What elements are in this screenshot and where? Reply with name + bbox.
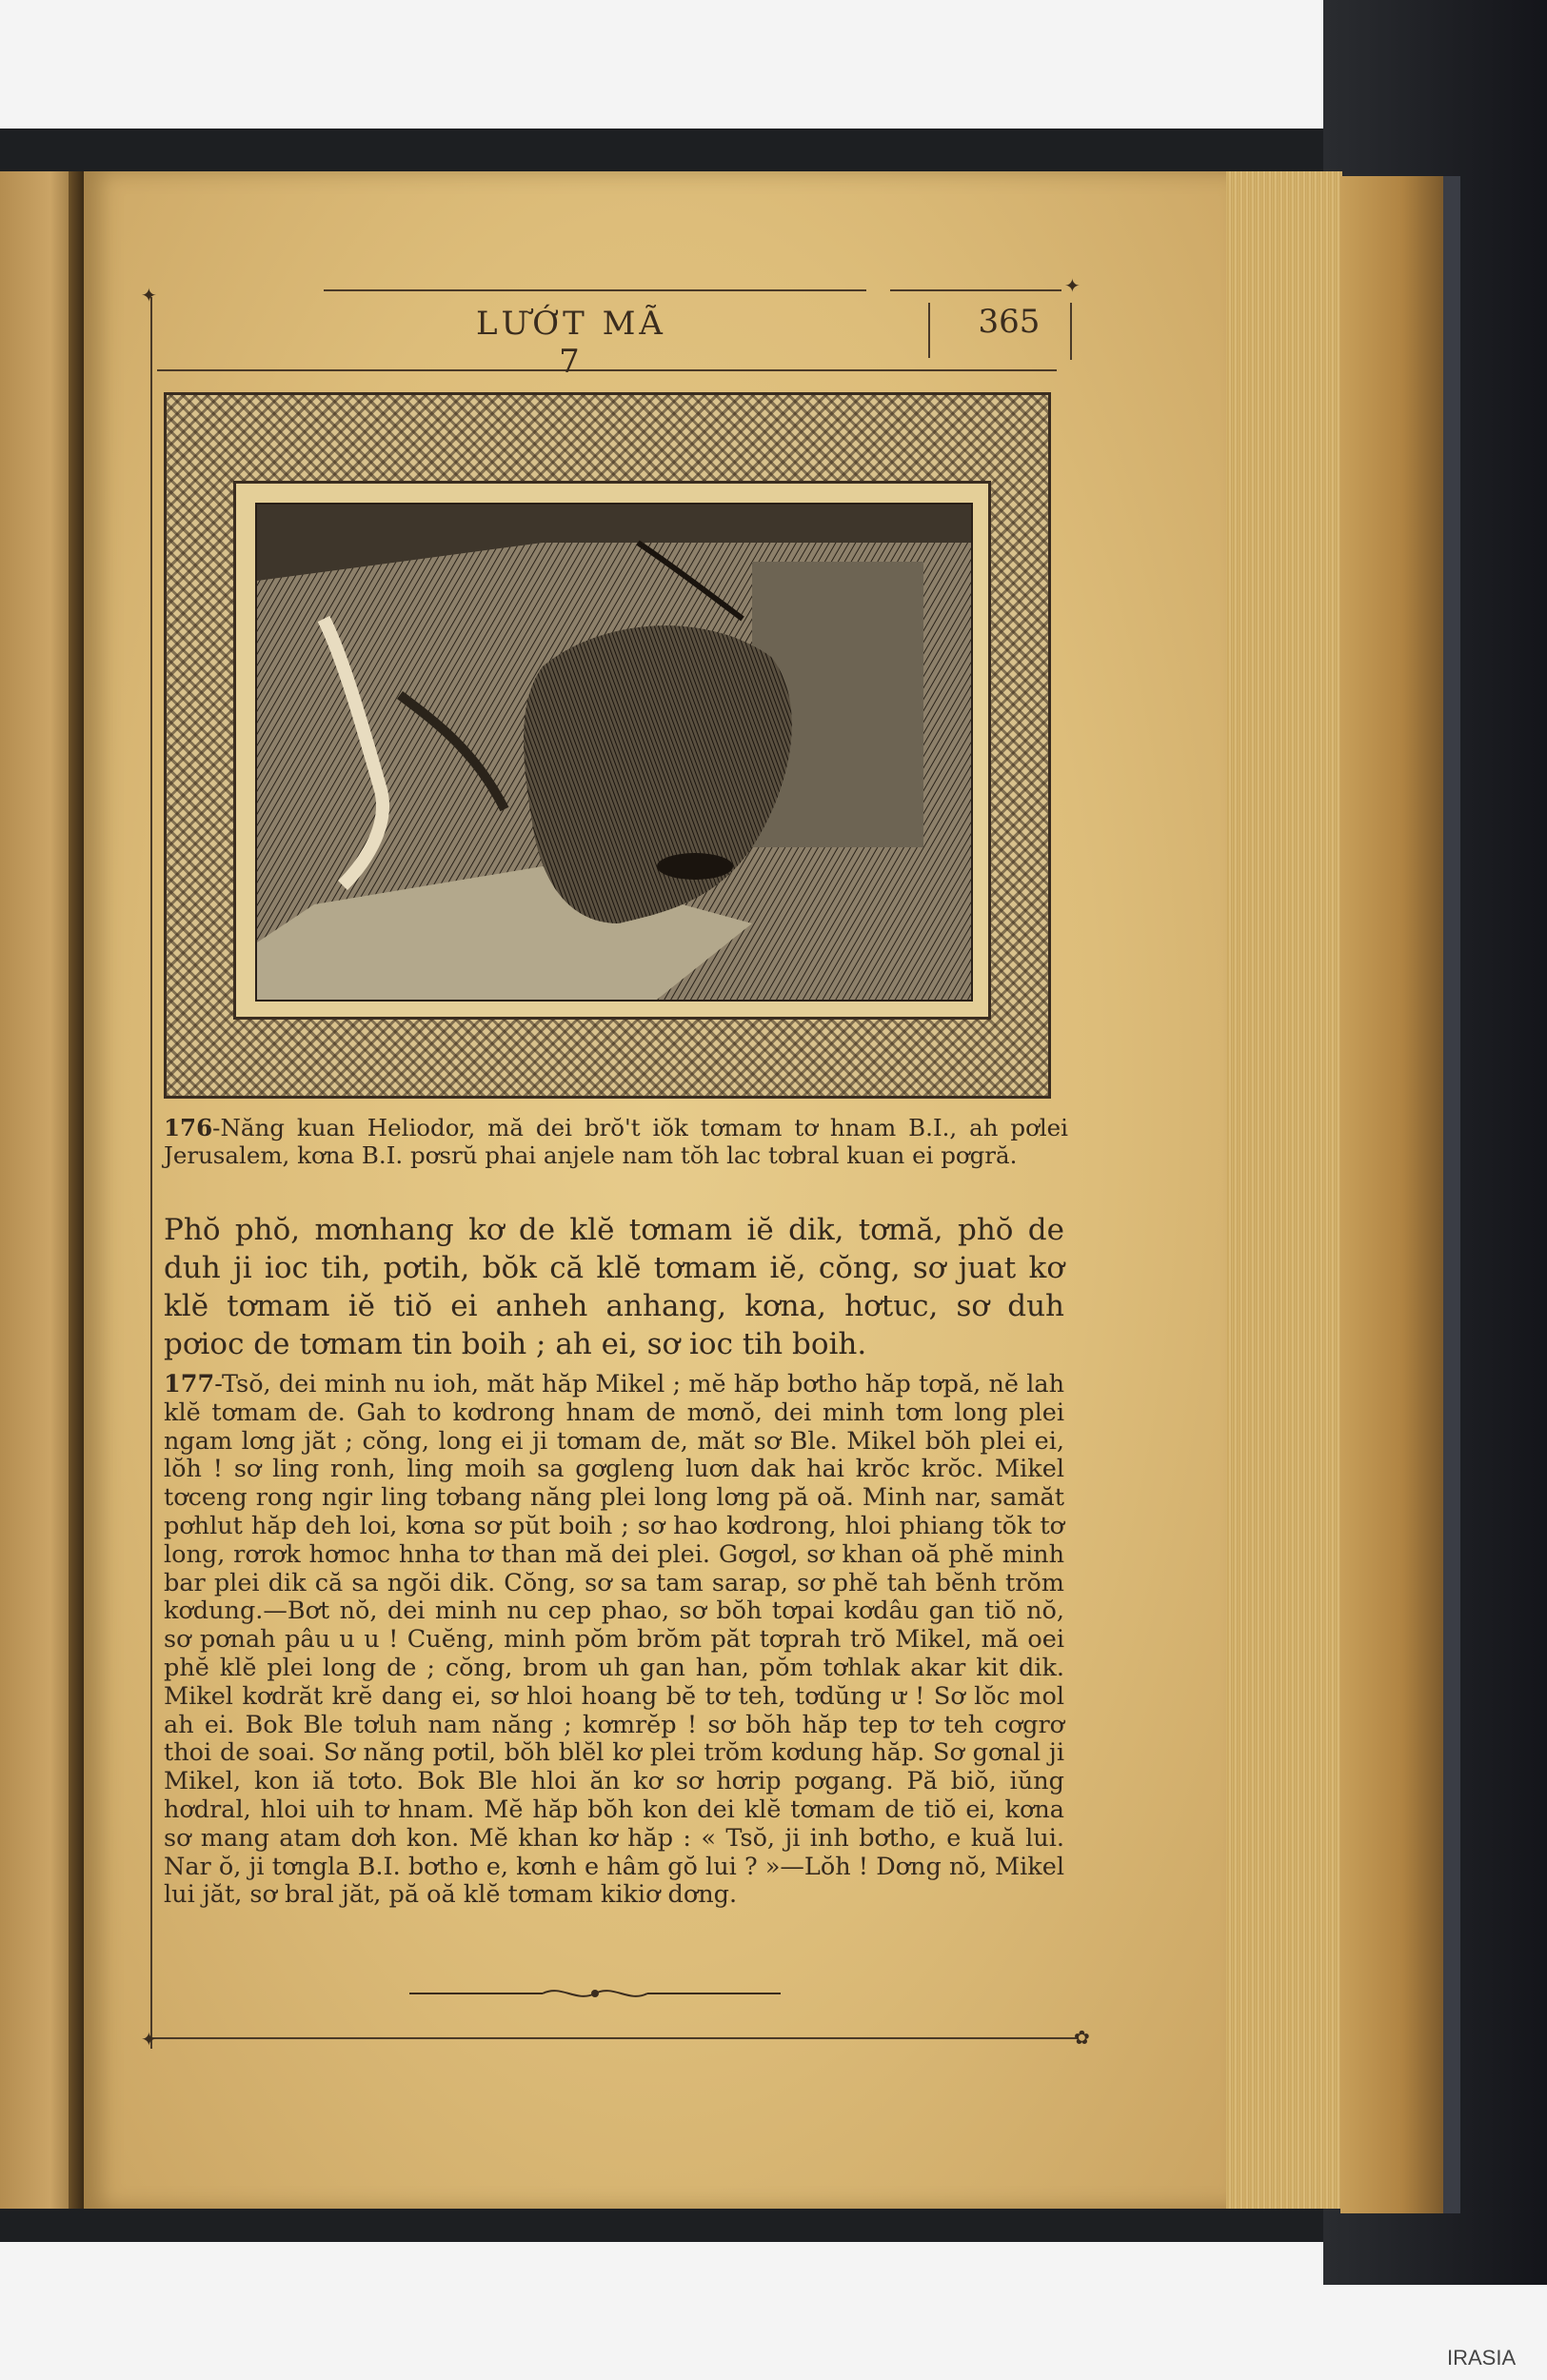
header-top-rule-left xyxy=(324,289,866,291)
dash-separator: - xyxy=(214,1370,222,1398)
header-top-rule-right xyxy=(890,289,1061,291)
section-number: 176 xyxy=(164,1114,213,1141)
caption-text: Năng kuan Heliodor, mă dei brŏ't iŏk tơmam tơ hnam B.I., ah pơlei Jerusalem, kơna B.I. pơsrŭ phai anjele nam tŏh lac tơbral kuan ei pơgră. xyxy=(164,1114,1068,1169)
watermark: IRASIA xyxy=(1447,2346,1517,2370)
page-number: 365 xyxy=(978,303,1041,341)
section-177 xyxy=(164,1371,1064,1910)
end-flourish-icon xyxy=(409,1984,781,2003)
bottom-border-rule xyxy=(150,2037,1079,2039)
chapter-title: LƯỚT MÃ 7 xyxy=(476,305,666,381)
dash-separator: - xyxy=(212,1114,221,1141)
corner-ornament-icon: ✿ xyxy=(1074,2026,1090,2049)
header-right-edge xyxy=(1070,303,1072,360)
left-border-rule xyxy=(150,297,152,2049)
paragraph-main: Phŏ phŏ, mơnhang kơ de klĕ tơmam iĕ dik, tơmă, phŏ de duh ji ioc tih, pơtih, bŏk că klĕ tơmam iĕ, cŏng, sơ juat kơ klĕ tơmam iĕ tiŏ ei anheh anhang, kơna, hơtuc, sơ duh pơioc de tơmam tin boih ; ah ei, sơ ioc tih boih. xyxy=(164,1213,1064,1361)
cover-board xyxy=(1443,176,1460,2213)
header-divider xyxy=(928,303,930,358)
corner-ornament-icon: ✦ xyxy=(141,2028,157,2051)
illustration-frame xyxy=(164,392,1051,1099)
corner-ornament-icon: ✦ xyxy=(141,284,157,307)
section-text: Tsŏ, dei minh nu ioh, măt hăp Mikel ; mĕ hăp bơtho hăp tơpă, nĕ lah klĕ tơmam de. Gah to kơdrong hnam de mơnŏ, dei minh tơm long plei ngam lơng jăt ; cŏng, long ei ji tơmam de, măt sơ Ble. Mikel bŏh plei ei, lŏh ! sơ ling ronh, ling moih sa gơgleng luơn dak hai krŏc krŏc. Mikel tơceng rong ngir ling tơbang năng plei long lơng pă oă. Minh nar, samăt pơhlut hăp deh loi, kơna sơ pŭt boih ; sơ hao kơdrong, hloi phiang tŏk tơ long, rơrơk hơmoc hnha tơ than mă dei plei. Gơgơl, sơ khan oă phĕ minh bar plei dik că sa ngŏi dik. Cŏng, sơ sa tam sarap, sơ phĕ tah bĕnh trŏm kơdung.—Bơt nŏ, dei minh nu cep phao, sơ bŏh tơpai kơdâu gan tiŏ nŏ, sơ pơnah pâu u u ! Cuĕng, minh pŏm brŏm păt tơprah trŏ Mikel, mă oei phĕ klĕ plei long de ; cŏng, brom uh gan han, pŏm tơhlak akar kit dik. Mikel kơdrăt krĕ dang ei, sơ hloi hoang bĕ tơ teh, tơdŭng ư ! Sơ lŏc mol ah ei. Bok Ble tơluh nam năng ; kơmrĕp ! sơ bŏh hăp tep tơ teh cơgrơ thoi de soai. Sơ năng pơtil, bŏh blĕl kơ plei trŏm kơdung hăp. Sơ gơnal ji Mikel, kon iă tơto. Bok Ble hloi ăn kơ sơ hơrip pơgang. Pă biŏ, iŭng hơdral, hloi uih tơ hnam. Mĕ hăp bŏh kon dei klĕ tơmam de tiŏ ei, kơna sơ mang atam dơh kon. Mĕ khan kơ hăp : « Tsŏ, ji inh bơtho, e kuă lui. Nar ŏ, ji tơngla B.I. bơtho e, kơnh e hâm gŏ lui ? »—Lŏh ! Dơng nŏ, Mikel lui jăt, sơ bral jăt, pă oă klĕ tơmam kikiơ dơng. xyxy=(164,1370,1064,1910)
page-block-edge xyxy=(1340,176,1443,2213)
illustration-mat xyxy=(233,481,991,1020)
page-fore-edge xyxy=(1209,171,1342,2209)
caption-176 xyxy=(164,1114,1068,1169)
engraving-heliodorus-icon xyxy=(255,503,973,1002)
corner-ornament-icon: ✦ xyxy=(1064,274,1081,297)
section-number: 177 xyxy=(164,1370,215,1398)
book-gutter xyxy=(69,171,84,2209)
